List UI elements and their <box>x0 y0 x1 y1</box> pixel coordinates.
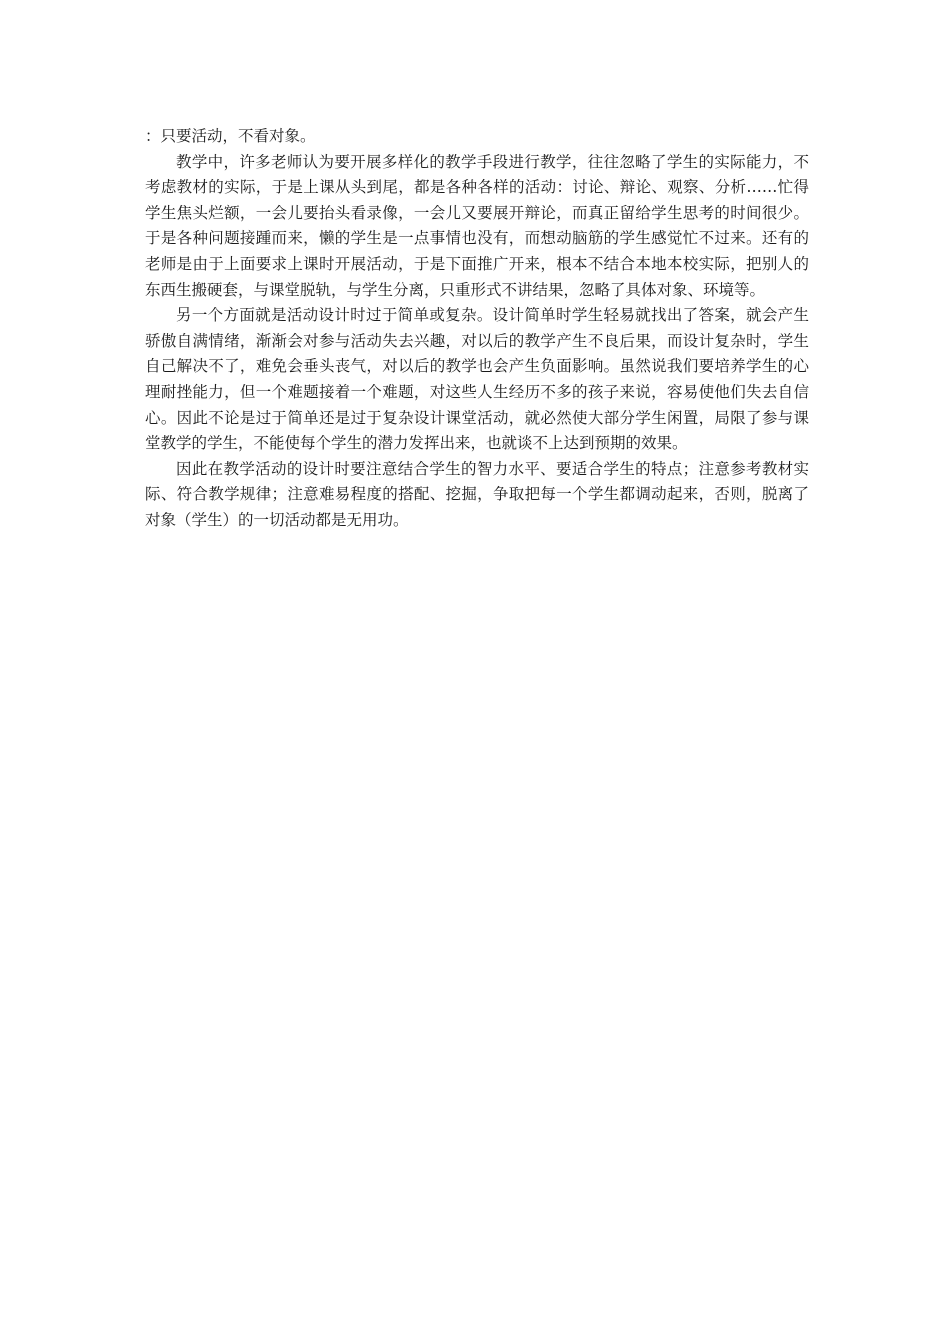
paragraph-2: 另一个方面就是活动设计时过于简单或复杂。设计简单时学生轻易就找出了答案，就会产生骄傲自满情绪，渐渐会对参与活动失去兴趣，对以后的教学产生不良后果，而设计复杂时，学生自己解决不了，难免会垂头丧气，对以后的教学也会产生负面影响。虽然说我们要培养学生的心理耐挫能力，但一个难题接着一个难题，对这些人生经历不多的孩子来说，容易使他们失去自信心。因此不论是过于简单还是过于复杂设计课堂活动，就必然使大部分学生闲置，局限了参与课堂教学的学生，不能使每个学生的潜力发挥出来，也就谈不上达到预期的效果。 <box>145 306 809 453</box>
document-body <box>145 124 809 534</box>
opening-line: ：只要活动，不看对象。 <box>145 127 316 145</box>
paragraph-1: 教学中，许多老师认为要开展多样化的教学手段进行教学，往往忽略了学生的实际能力，不考虑教材的实际，于是上课从头到尾，都是各种各样的活动：讨论、辩论、观察、分析……忙得学生焦头烂额，一会儿要抬头看录像，一会儿又要展开辩论，而真正留给学生思考的时间很少。于是各种问题接踵而来，懒的学生是一点事情也没有，而想动脑筋的学生感觉忙不过来。还有的老师是由于上面要求上课时开展活动，于是下面推广开来，根本不结合本地本校实际，把别人的东西生搬硬套，与课堂脱轨，与学生分离，只重形式不讲结果，忽略了具体对象、环境等。 <box>145 152 809 299</box>
paragraph-3: 因此在教学活动的设计时要注意结合学生的智力水平、要适合学生的特点；注意参考教材实际、符合教学规律；注意难易程度的搭配、挖掘，争取把每一个学生都调动起来，否则，脱离了对象（学生）的一切活动都是无用功。 <box>145 459 809 529</box>
